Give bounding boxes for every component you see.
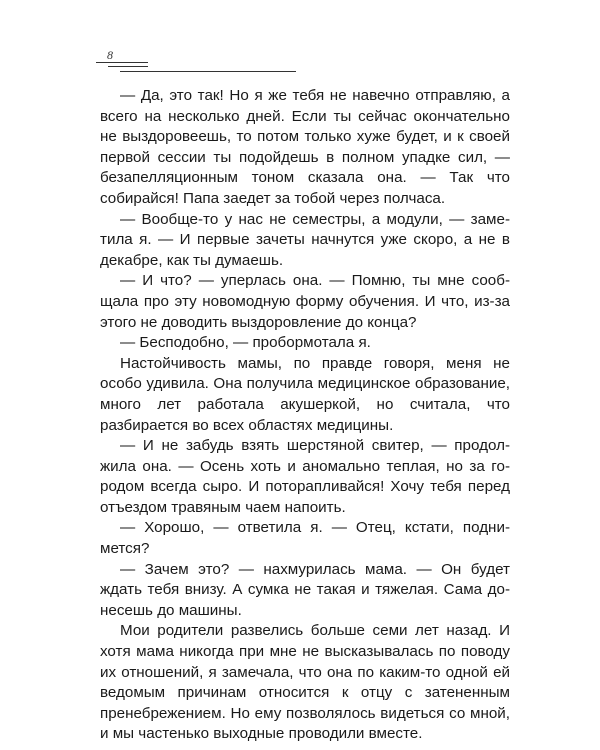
paragraph: — И что? — уперлась она. — Помню, ты мне сообщала про эту новомодную форму обучения. И что, из-за этого не доводить выздоровление до конца? [100,272,510,331]
page-number: 8 [107,48,113,62]
header-rule-short-2 [108,66,148,67]
text-body [100,86,510,745]
paragraph: — И не забудь взять шерстяной свитер, — продолжила она. — Осень хоть и аномально теплая, но за городом всегда сыро. И поторапливайся! Хочу тебя перед отъездом травяным чаем напоить. [100,437,510,516]
paragraph: — Хорошо, — ответила я. — Отец, кстати, поднимется? [100,519,510,558]
header-rule-short [96,62,148,63]
paragraph: — Бесподобно, — пробормотала я. [120,334,371,352]
paragraph: — Вообще-то у нас не семестры, а модули, — заметила я. — И первые зачеты начнутся уже скоро, а не в декабре, как ты думаешь. [100,210,510,269]
header-rule-long [120,71,296,72]
paragraph: — Да, это так! Но я же тебя не навечно отправляю, а всего на несколько дней. Если ты сейчас окончательно не выздоровеешь, то потом только хуже будет, и к своей первой сессии ты подойдешь в полном упадке сил, — безапелляционным тоном сказала она. — Так что собирайся! Папа заедет за тобой через полчаса. [100,87,510,207]
paragraph: — Зачем это? — нахмурилась мама. — Он будет ждать тебя внизу. А сумка не такая и тяжелая. Сама донесешь до машины. [100,560,510,619]
paragraph: Мои родители развелись больше семи лет назад. И хотя мама никогда при мне не высказывалась по поводу их отношений, я замечала, что она по каким-то одной ей ведомым причинам относится к отцу с затененным пренебрежением. Но ему позволялось видеться со мной, и мы частенько выходные проводили вместе. [100,622,510,743]
paragraph: Настойчивость мамы, по правде говоря, меня не особо удивила. Она получила медицинское образование, много лет работала акушеркой, но считала, что разбирается во всех областях медицины. [100,354,510,434]
